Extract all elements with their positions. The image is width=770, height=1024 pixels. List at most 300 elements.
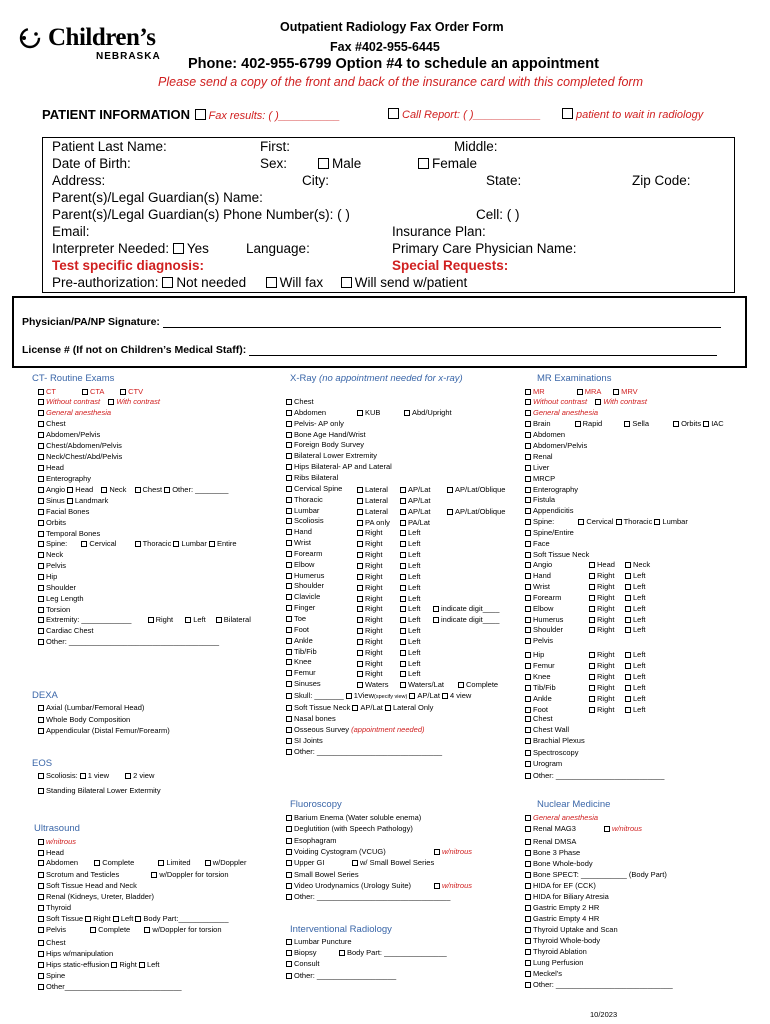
us-pelvis-checkbox[interactable]	[38, 927, 44, 933]
us-spine-checkbox[interactable]	[38, 973, 44, 979]
xray-checkbox[interactable]	[286, 670, 292, 676]
nm-checkbox[interactable]	[525, 883, 531, 889]
fluoro-vcug-nitrous-checkbox[interactable]	[434, 849, 440, 855]
mr-limb-left-checkbox[interactable]	[625, 606, 631, 612]
xray-soft-checkbox[interactable]	[286, 705, 292, 711]
xray-aplat-checkbox[interactable]	[409, 693, 415, 699]
interpreter-checkbox[interactable]	[173, 243, 184, 254]
signature-row[interactable]	[22, 316, 721, 328]
us-limited-checkbox[interactable]	[158, 860, 164, 866]
mr-checkbox[interactable]	[525, 750, 531, 756]
xray-lateral-only-checkbox[interactable]	[385, 705, 391, 711]
xray-checkbox[interactable]	[286, 486, 292, 492]
mr-limb-right-checkbox[interactable]	[589, 584, 595, 590]
mr-spine-checkbox[interactable]	[525, 519, 531, 525]
mr-limb-right-checkbox[interactable]	[589, 573, 595, 579]
nm-checkbox[interactable]	[525, 938, 531, 944]
mr-angio-neck-checkbox[interactable]	[625, 562, 631, 568]
us-soft-checkbox[interactable]	[38, 916, 44, 922]
fluoro-checkbox[interactable]	[286, 826, 292, 832]
mr-limb-left-checkbox[interactable]	[625, 595, 631, 601]
xray-checkbox[interactable]	[286, 464, 292, 470]
xray-side-checkbox[interactable]	[357, 552, 363, 558]
license-row[interactable]	[22, 344, 717, 356]
xray-side-checkbox[interactable]	[357, 661, 363, 667]
pcp-label[interactable]: Primary Care Physician Name:	[392, 241, 577, 256]
xray-view-checkbox[interactable]	[400, 617, 406, 623]
xray-side-checkbox[interactable]	[357, 682, 363, 688]
us-bodypart-checkbox[interactable]	[135, 916, 141, 922]
xray-checkbox[interactable]	[286, 421, 292, 427]
mr-limb-checkbox[interactable]	[525, 617, 531, 623]
ct-checkbox[interactable]	[38, 465, 44, 471]
xray-checkbox[interactable]	[286, 649, 292, 655]
ct-bilateral-checkbox[interactable]	[216, 617, 222, 623]
mr-checkbox[interactable]	[525, 432, 531, 438]
ct-angio-checkbox[interactable]	[38, 487, 44, 493]
eos-1view-checkbox[interactable]	[80, 773, 86, 779]
us-torsion-checkbox[interactable]	[151, 872, 157, 878]
us-chest-checkbox[interactable]	[38, 940, 44, 946]
mr-limb-left-checkbox[interactable]	[625, 685, 631, 691]
mr-checkbox[interactable]	[525, 727, 531, 733]
xray-4view-checkbox[interactable]	[442, 693, 448, 699]
mra-checkbox[interactable]	[577, 389, 583, 395]
ct-left-checkbox[interactable]	[185, 617, 191, 623]
ct-angio-chest-checkbox[interactable]	[135, 487, 141, 493]
mr-limb-checkbox[interactable]	[525, 627, 531, 633]
xray-osseous-checkbox[interactable]	[286, 727, 292, 733]
mr-limb-item	[525, 650, 544, 660]
call-report-checkbox[interactable]	[388, 108, 399, 119]
xray-checkbox[interactable]	[286, 442, 292, 448]
wait-checkbox[interactable]	[562, 108, 573, 119]
fax-results-checkbox[interactable]	[195, 109, 206, 120]
mr-sella-checkbox[interactable]	[624, 421, 630, 427]
ctv-checkbox[interactable]	[120, 389, 126, 395]
language-label[interactable]: Language:	[246, 241, 310, 256]
ct-thoracic-checkbox[interactable]	[135, 541, 141, 547]
xray-view-checkbox[interactable]	[400, 541, 406, 547]
us-pelvis-torsion-checkbox[interactable]	[144, 927, 150, 933]
nm-mag3-checkbox[interactable]	[525, 826, 531, 832]
city-label[interactable]: City:	[302, 173, 329, 188]
xray-side-label: Right	[365, 626, 383, 636]
mr-checkbox[interactable]	[525, 552, 531, 558]
xray-side-checkbox[interactable]	[357, 509, 363, 515]
xray-checkbox[interactable]	[286, 432, 292, 438]
xray-view-checkbox[interactable]	[400, 606, 406, 612]
xray-abd-upright-checkbox[interactable]	[404, 410, 410, 416]
mr-limb-left-item	[625, 683, 646, 693]
mr-iac-checkbox[interactable]	[703, 421, 709, 427]
insurance-label[interactable]: Insurance Plan:	[392, 224, 486, 239]
xray-checkbox[interactable]	[286, 681, 292, 687]
mr-rapid-checkbox[interactable]	[575, 421, 581, 427]
xray-side-checkbox[interactable]	[357, 650, 363, 656]
mr-checkbox[interactable]	[525, 465, 531, 471]
xray-checkbox[interactable]	[286, 529, 292, 535]
mrv-checkbox[interactable]	[613, 389, 619, 395]
male-checkbox[interactable]	[318, 158, 329, 169]
xray-checkbox[interactable]	[286, 399, 292, 405]
ct-right-checkbox[interactable]	[148, 617, 154, 623]
mr-limb-left-checkbox[interactable]	[625, 707, 631, 713]
ct-cardiac-checkbox[interactable]	[38, 628, 44, 634]
ct-other-checkbox[interactable]	[38, 639, 44, 645]
us-scrotum-checkbox[interactable]	[38, 872, 44, 878]
eos-scoliosis-checkbox[interactable]	[38, 773, 44, 779]
us-hips-left-checkbox[interactable]	[139, 962, 145, 968]
ct-checkbox[interactable]	[38, 563, 44, 569]
dexa-checkbox[interactable]	[38, 717, 44, 723]
first-label[interactable]: First:	[260, 139, 290, 154]
mr-limb-left-checkbox[interactable]	[625, 617, 631, 623]
xray-view-checkbox[interactable]	[400, 682, 406, 688]
nm-checkbox[interactable]	[525, 872, 531, 878]
mr-limb-right-checkbox[interactable]	[589, 595, 595, 601]
xray-1view-checkbox[interactable]	[346, 693, 352, 699]
address-label[interactable]: Address:	[52, 173, 106, 188]
mr-limb-right-label: Right	[597, 672, 615, 681]
nm-checkbox[interactable]	[525, 861, 531, 867]
mr-limb-right-checkbox[interactable]	[589, 617, 595, 623]
xray-checkbox[interactable]	[286, 638, 292, 644]
ct-lumbar-checkbox[interactable]	[173, 541, 179, 547]
us-pelvis-complete-checkbox[interactable]	[90, 927, 96, 933]
mr-limb-checkbox[interactable]	[525, 638, 531, 644]
nm-checkbox[interactable]	[525, 982, 531, 988]
xray-view-checkbox[interactable]	[400, 487, 406, 493]
xray-checkbox[interactable]	[286, 573, 292, 579]
mr-checkbox[interactable]	[525, 443, 531, 449]
us-checkbox[interactable]	[38, 905, 44, 911]
mr-angio-head-checkbox[interactable]	[589, 562, 595, 568]
xray-side-checkbox[interactable]	[357, 671, 363, 677]
xray-checkbox[interactable]	[286, 659, 292, 665]
fluoro-checkbox[interactable]	[286, 815, 292, 821]
xray-nasal-checkbox[interactable]	[286, 716, 292, 722]
ct-entire-checkbox[interactable]	[209, 541, 215, 547]
ct-angio-head-checkbox[interactable]	[67, 487, 73, 493]
xray-checkbox[interactable]	[286, 508, 292, 514]
mr-checkbox[interactable]	[525, 761, 531, 767]
mr-limb-right-checkbox[interactable]	[589, 627, 595, 633]
mr-limb-checkbox[interactable]	[525, 652, 531, 658]
ct-checkbox[interactable]	[38, 389, 44, 395]
mr-limb-right-checkbox[interactable]	[589, 606, 595, 612]
mr-limb-checkbox[interactable]	[525, 663, 531, 669]
ct-cervical-checkbox[interactable]	[81, 541, 87, 547]
last-name-label[interactable]: Patient Last Name:	[52, 139, 167, 154]
xray-view-checkbox[interactable]	[400, 671, 406, 677]
ir-body-part-checkbox[interactable]	[339, 950, 345, 956]
ct-checkbox[interactable]	[38, 432, 44, 438]
xray-checkbox[interactable]	[286, 497, 292, 503]
mr-limb-checkbox[interactable]	[525, 595, 531, 601]
us-abdomen-checkbox[interactable]	[38, 860, 44, 866]
us-doppler-checkbox[interactable]	[205, 860, 211, 866]
mr-limb-right-checkbox[interactable]	[589, 674, 595, 680]
dexa-checkbox[interactable]	[38, 705, 44, 711]
xray-label: Forearm	[294, 548, 323, 558]
ct-with-checkbox[interactable]	[108, 399, 114, 405]
nm-checkbox[interactable]	[525, 905, 531, 911]
mr-limb-left-checkbox[interactable]	[625, 663, 631, 669]
state-label[interactable]: State:	[486, 173, 522, 188]
xray-checkbox[interactable]	[286, 594, 292, 600]
xray-side-checkbox[interactable]	[357, 617, 363, 623]
xray-oblique-1-checkbox[interactable]	[447, 487, 453, 493]
nm-checkbox[interactable]	[525, 927, 531, 933]
xray-checkbox[interactable]	[286, 562, 292, 568]
xray-view-checkbox[interactable]	[400, 596, 406, 602]
diagnosis-label[interactable]: Test specific diagnosis:	[52, 258, 205, 273]
ct-checkbox[interactable]	[38, 531, 44, 537]
mr-limb-right-checkbox[interactable]	[589, 685, 595, 691]
us-nitrous-checkbox[interactable]	[38, 839, 44, 845]
ct-checkbox[interactable]	[38, 520, 44, 526]
mr-without-checkbox[interactable]	[525, 399, 531, 405]
mr-orbits-checkbox[interactable]	[673, 421, 679, 427]
mr-limb-checkbox[interactable]	[525, 685, 531, 691]
dexa-checkbox[interactable]	[38, 728, 44, 734]
ct-angio-other-checkbox[interactable]	[164, 487, 170, 493]
ir-checkbox[interactable]	[286, 973, 292, 979]
mr-checkbox[interactable]	[525, 738, 531, 744]
xray-view-checkbox[interactable]	[400, 628, 406, 634]
mr-checkbox[interactable]	[525, 487, 531, 493]
xray-view-checkbox[interactable]	[400, 574, 406, 580]
guardian-label[interactable]: Parent(s)/Legal Guardian(s) Name:	[52, 190, 263, 205]
xray-checkbox[interactable]	[286, 627, 292, 633]
xray-side-checkbox[interactable]	[357, 639, 363, 645]
xray-side-checkbox[interactable]	[357, 541, 363, 547]
us-checkbox[interactable]	[38, 894, 44, 900]
mr-with-checkbox[interactable]	[595, 399, 601, 405]
nm-checkbox[interactable]	[525, 894, 531, 900]
nm-checkbox[interactable]	[525, 839, 531, 845]
ct-checkbox[interactable]	[38, 596, 44, 602]
xray-digit-1-checkbox[interactable]	[433, 606, 439, 612]
ct-checkbox[interactable]	[38, 476, 44, 482]
ct-angio-neck-checkbox[interactable]	[101, 487, 107, 493]
mr-limb-left-checkbox[interactable]	[625, 674, 631, 680]
mr-limb-item	[525, 560, 552, 570]
xray-si-checkbox[interactable]	[286, 738, 292, 744]
ct-checkbox[interactable]	[38, 509, 44, 515]
fluoro-checkbox[interactable]	[286, 849, 292, 855]
ct-checkbox[interactable]	[38, 585, 44, 591]
ir-checkbox[interactable]	[286, 950, 292, 956]
middle-label[interactable]: Middle:	[454, 139, 498, 154]
xray-view-checkbox[interactable]	[400, 530, 406, 536]
us-hips-checkbox[interactable]	[38, 951, 44, 957]
mr-limb-left-checkbox[interactable]	[625, 627, 631, 633]
mr-lumbar-checkbox[interactable]	[654, 519, 660, 525]
ct-checkbox[interactable]	[38, 443, 44, 449]
fluoro-checkbox[interactable]	[286, 838, 292, 844]
nm-checkbox[interactable]	[525, 916, 531, 922]
mr-limb-right-checkbox[interactable]	[589, 652, 595, 658]
mr-limb-right-checkbox[interactable]	[589, 663, 595, 669]
xray-view-checkbox[interactable]	[400, 650, 406, 656]
mr-limb-checkbox[interactable]	[525, 573, 531, 579]
us-checkbox[interactable]	[38, 883, 44, 889]
xray-side-checkbox[interactable]	[357, 487, 363, 493]
xray-other-checkbox[interactable]	[286, 749, 292, 755]
mr-limb-checkbox[interactable]	[525, 674, 531, 680]
mr-cervical-checkbox[interactable]	[578, 519, 584, 525]
mr-checkbox[interactable]	[525, 454, 531, 460]
ct-without-checkbox[interactable]	[38, 399, 44, 405]
xray-view-checkbox[interactable]	[400, 498, 406, 504]
xray-checkbox[interactable]	[286, 518, 292, 524]
zip-label[interactable]: Zip Code:	[632, 173, 691, 188]
xray-checkbox[interactable]	[286, 551, 292, 557]
xray-view-checkbox[interactable]	[400, 520, 406, 526]
mr-checkbox[interactable]	[525, 476, 531, 482]
ct-checkbox[interactable]	[38, 607, 44, 613]
nm-checkbox[interactable]	[525, 949, 531, 955]
xray-checkbox[interactable]	[286, 453, 292, 459]
xray-checkbox[interactable]	[286, 605, 292, 611]
ct-anesthesia-checkbox[interactable]	[38, 410, 44, 416]
signature-line[interactable]	[163, 318, 721, 328]
xray-checkbox[interactable]	[286, 616, 292, 622]
ct-checkbox[interactable]	[38, 552, 44, 558]
ct-landmark-checkbox[interactable]	[67, 498, 73, 504]
mr-limb-left-checkbox[interactable]	[625, 652, 631, 658]
mr-checkbox[interactable]	[525, 508, 531, 514]
xray-soft-aplat-checkbox[interactable]	[352, 705, 358, 711]
ct-checkbox[interactable]	[38, 421, 44, 427]
eos-2view-checkbox[interactable]	[125, 773, 131, 779]
mr-limb-left-checkbox[interactable]	[625, 573, 631, 579]
xray-skull-checkbox[interactable]	[286, 693, 292, 699]
ct-checkbox[interactable]	[38, 454, 44, 460]
xray-view-checkbox[interactable]	[400, 661, 406, 667]
us-hips-static-checkbox[interactable]	[38, 962, 44, 968]
xray-label: Sinuses	[294, 679, 321, 689]
mr-limb-checkbox[interactable]	[525, 606, 531, 612]
cell-label[interactable]: Cell: ( )	[476, 207, 520, 222]
ir-checkbox[interactable]	[286, 961, 292, 967]
xray-side-checkbox[interactable]	[357, 606, 363, 612]
dob-label[interactable]: Date of Birth:	[52, 156, 131, 171]
mr-limb-left-checkbox[interactable]	[625, 584, 631, 590]
xray-view-checkbox[interactable]	[400, 552, 406, 558]
us-left-checkbox[interactable]	[113, 916, 119, 922]
ct-extremity-checkbox[interactable]	[38, 617, 44, 623]
us-hips-right-checkbox[interactable]	[111, 962, 117, 968]
xray-checkbox[interactable]	[286, 410, 292, 416]
xray-side-checkbox[interactable]	[357, 520, 363, 526]
ir-checkbox[interactable]	[286, 939, 292, 945]
xray-side-checkbox[interactable]	[357, 498, 363, 504]
xray-view-checkbox[interactable]	[400, 509, 406, 515]
xray-complete-checkbox[interactable]	[458, 682, 464, 688]
xray-checkbox[interactable]	[286, 475, 292, 481]
mr-limb-checkbox[interactable]	[525, 562, 531, 568]
mr-limb-left-checkbox[interactable]	[625, 696, 631, 702]
xray-side-checkbox[interactable]	[357, 628, 363, 634]
male-option[interactable]: Male	[318, 156, 361, 172]
xray-kub-checkbox[interactable]	[357, 410, 363, 416]
not-needed-checkbox[interactable]	[162, 277, 173, 288]
mr-limb-checkbox[interactable]	[525, 584, 531, 590]
xray-oblique-2-checkbox[interactable]	[447, 509, 453, 515]
ct-sinus-checkbox[interactable]	[38, 498, 44, 504]
us-head-checkbox[interactable]	[38, 850, 44, 856]
ct-label: Shoulder	[46, 583, 77, 592]
nm-checkbox[interactable]	[525, 850, 531, 856]
mr-other-checkbox[interactable]	[525, 773, 531, 779]
fluoro-sbs-checkbox[interactable]	[352, 860, 358, 866]
nm-anesthesia-checkbox[interactable]	[525, 815, 531, 821]
cta-checkbox[interactable]	[82, 389, 88, 395]
xray-osseous: Osseous Survey (appointment needed)	[286, 725, 425, 735]
xray-view-checkbox[interactable]	[400, 639, 406, 645]
mr-brain-checkbox[interactable]	[525, 421, 531, 427]
mr-limb-right-checkbox[interactable]	[589, 696, 595, 702]
mr-checkbox[interactable]	[525, 497, 531, 503]
xray-side-checkbox[interactable]	[357, 530, 363, 536]
xray-view-checkbox[interactable]	[400, 563, 406, 569]
will-send-checkbox[interactable]	[341, 277, 352, 288]
mr-checkbox[interactable]	[525, 716, 531, 722]
special-requests-label[interactable]: Special Requests:	[392, 258, 509, 273]
xray-view-checkbox[interactable]	[400, 585, 406, 591]
fluoro-checkbox[interactable]	[286, 860, 292, 866]
mr-checkbox[interactable]	[525, 530, 531, 536]
xray-side-checkbox[interactable]	[357, 596, 363, 602]
fluoro-checkbox[interactable]	[286, 894, 292, 900]
us-right-checkbox[interactable]	[85, 916, 91, 922]
license-line[interactable]	[249, 346, 717, 356]
xray-side-checkbox[interactable]	[357, 563, 363, 569]
fluoro-checkbox[interactable]	[286, 883, 292, 889]
ct-spine-checkbox[interactable]	[38, 541, 44, 547]
email-label[interactable]: Email:	[52, 224, 90, 239]
female-option[interactable]: Female	[418, 156, 477, 172]
ct-checkbox[interactable]	[38, 574, 44, 580]
mr-checkbox[interactable]	[525, 389, 531, 395]
us-complete-checkbox[interactable]	[94, 860, 100, 866]
xray-digit-2-checkbox[interactable]	[433, 617, 439, 623]
will-fax-checkbox[interactable]	[266, 277, 277, 288]
mr-limb-right-checkbox[interactable]	[589, 707, 595, 713]
fluoro-checkbox[interactable]	[286, 872, 292, 878]
guardian-phone-label[interactable]: Parent(s)/Legal Guardian(s) Phone Number(s): ( )	[52, 207, 350, 222]
xray-checkbox[interactable]	[286, 540, 292, 546]
mr-limb-checkbox[interactable]	[525, 696, 531, 702]
xray-checkbox[interactable]	[286, 583, 292, 589]
nm-nitrous-checkbox[interactable]	[604, 826, 610, 832]
us-other-checkbox[interactable]	[38, 984, 44, 990]
xray-side-checkbox[interactable]	[357, 574, 363, 580]
mr-checkbox[interactable]	[525, 541, 531, 547]
eos-standing-checkbox[interactable]	[38, 788, 44, 794]
mr-anesthesia-checkbox[interactable]	[525, 410, 531, 416]
mr-thoracic-checkbox[interactable]	[616, 519, 622, 525]
fluoro-video-nitrous-checkbox[interactable]	[434, 883, 440, 889]
xray-side-checkbox[interactable]	[357, 585, 363, 591]
nm-checkbox[interactable]	[525, 960, 531, 966]
mr-limb-checkbox[interactable]	[525, 707, 531, 713]
female-checkbox[interactable]	[418, 158, 429, 169]
nm-checkbox[interactable]	[525, 971, 531, 977]
